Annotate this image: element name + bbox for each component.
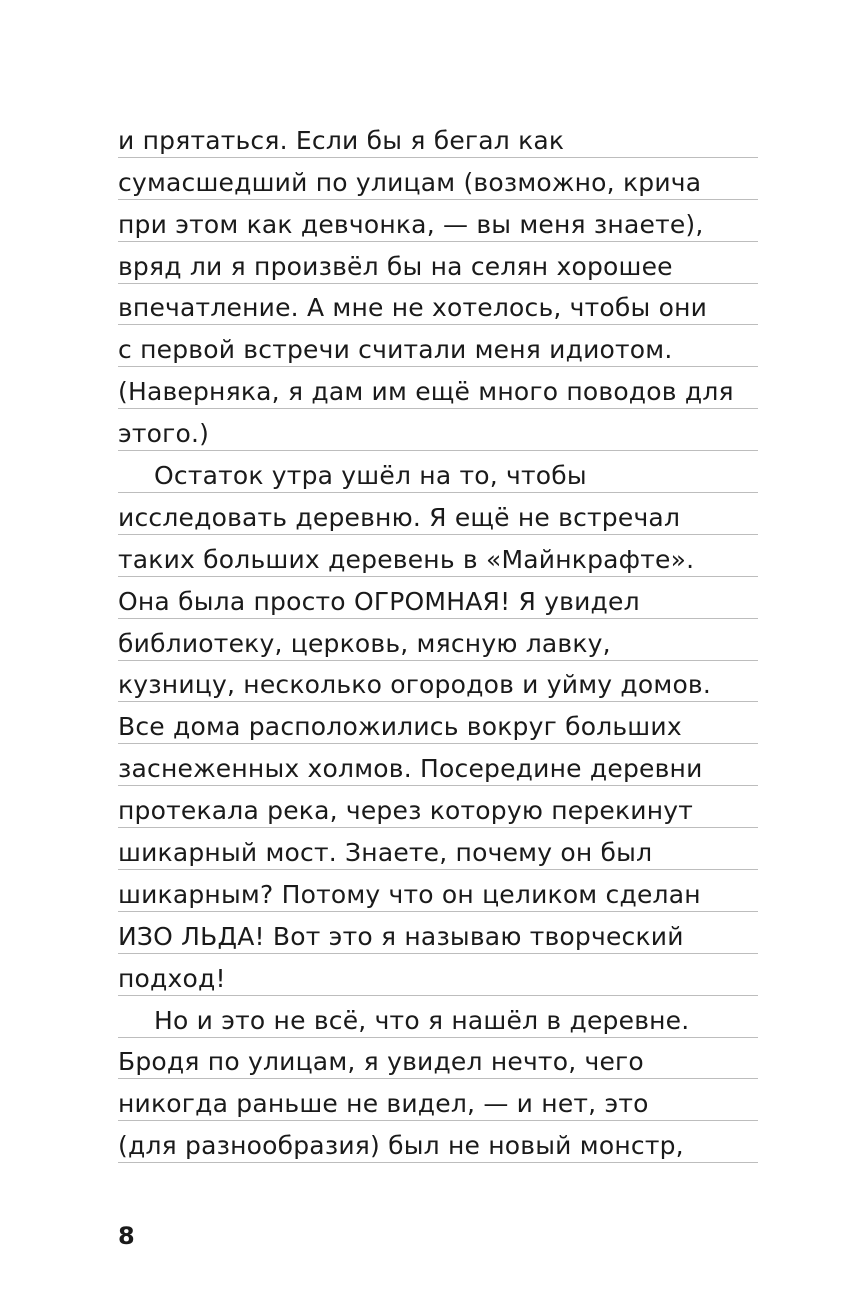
text-line: [118, 284, 758, 326]
text-line: [118, 325, 758, 367]
line-text: шикарным? Потому что он целиком сделан: [118, 879, 701, 909]
line-text: Все дома расположились вокруг больших: [118, 712, 682, 742]
line-text: при этом как девчонка, — вы меня знаете),: [118, 209, 704, 239]
text-line: [118, 828, 758, 870]
line-text: (для разнообразия) был не новый монстр,: [118, 1131, 684, 1161]
line-text: ИЗО ЛЬДА! Вот это я называю творческий: [118, 921, 684, 951]
text-line: [118, 577, 758, 619]
text-line: [118, 1038, 758, 1080]
text-line: [118, 661, 758, 703]
line-text: Она была просто ОГРОМНАЯ! Я увидел: [118, 586, 640, 616]
line-text: и прятаться. Если бы я бегал как: [118, 125, 565, 155]
text-line: [118, 158, 758, 200]
line-text: Остаток утра ушёл на то, чтобы: [154, 461, 587, 491]
line-text: таких больших деревень в «Майнкрафте».: [118, 544, 695, 574]
line-text: этого.): [118, 419, 210, 449]
line-text: Но и это не всё, что я нашёл в деревне.: [154, 1005, 690, 1035]
line-text: вряд ли я произвёл бы на селян хорошее: [118, 251, 673, 281]
page-number: 8: [118, 1222, 135, 1250]
text-line: [118, 367, 758, 409]
line-text: Бродя по улицам, я увидел нечто, чего: [118, 1047, 644, 1077]
text-line-indented: [118, 996, 758, 1038]
text-line: [118, 912, 758, 954]
text-line: [118, 702, 758, 744]
line-text: заснеженных холмов. Посередине деревни: [118, 754, 703, 784]
line-text: библиотеку, церковь, мясную лавку,: [118, 628, 611, 658]
line-text: протекала река, через которую перекинут: [118, 796, 694, 826]
line-text: кузницу, несколько огородов и уйму домов.: [118, 670, 712, 700]
line-text: подход!: [118, 963, 226, 993]
text-line: [118, 242, 758, 284]
text-line: [118, 744, 758, 786]
text-line: [118, 535, 758, 577]
line-text: исследовать деревню. Я ещё не встречал: [118, 502, 681, 532]
text-line: [118, 786, 758, 828]
text-line: [118, 619, 758, 661]
line-text: никогда раньше не видел, — и нет, это: [118, 1089, 649, 1119]
text-line: [118, 954, 758, 996]
text-line: [118, 116, 758, 158]
text-line: [118, 870, 758, 912]
line-text: с первой встречи считали меня идиотом.: [118, 335, 673, 365]
line-text: сумасшедший по улицам (возможно, крича: [118, 167, 702, 197]
line-text: шикарный мост. Знаете, почему он был: [118, 838, 653, 868]
ruled-text-block: [118, 116, 758, 1163]
text-line-indented: [118, 451, 758, 493]
text-line: [118, 200, 758, 242]
text-line: [118, 1079, 758, 1121]
text-line: [118, 493, 758, 535]
text-line: [118, 1121, 758, 1163]
line-text: впечатление. А мне не хотелось, чтобы они: [118, 293, 708, 323]
line-text: (Наверняка, я дам им ещё много поводов для: [118, 377, 734, 407]
text-line: [118, 409, 758, 451]
